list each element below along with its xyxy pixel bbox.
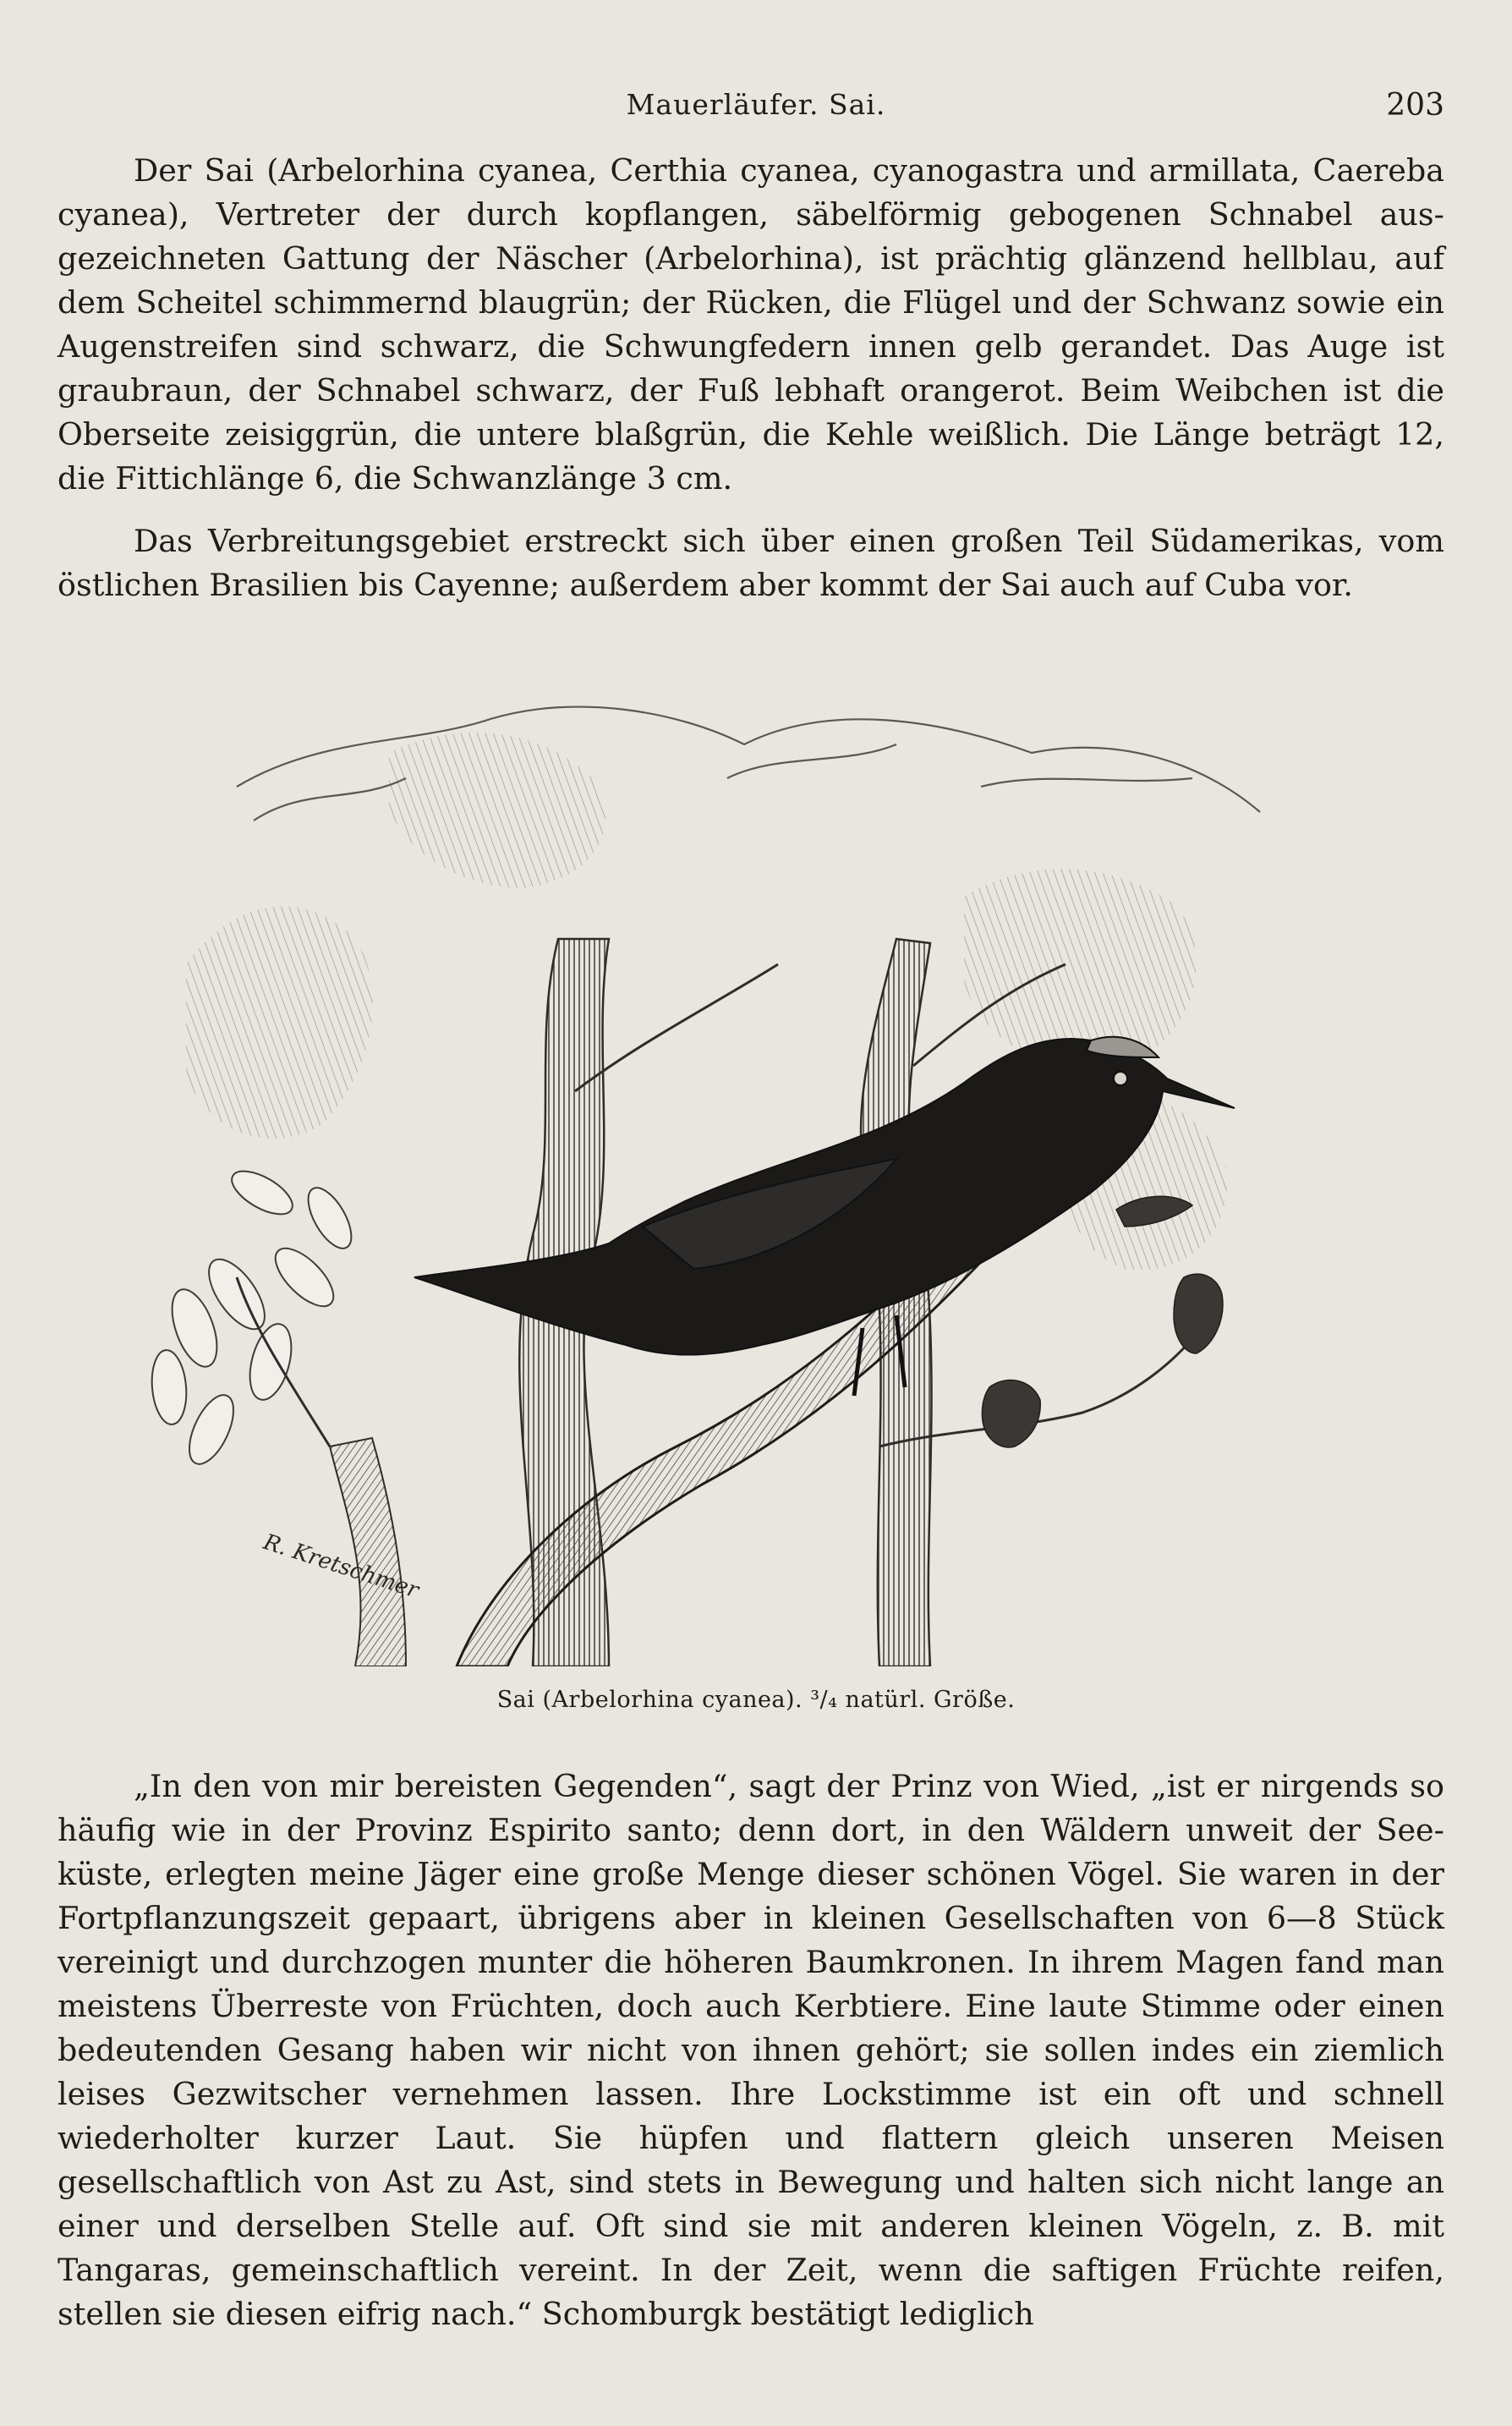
paragraph-description bbox=[58, 149, 1444, 501]
artist-signature: R. Kretschmer bbox=[260, 1529, 422, 1604]
paragraph: Der Sai (Arbelorhina cyanea, Certhia cyanea, cyanogastra und armillata, Caereba cyanea), Vertreter der durch kopflangen, säbelförmig gebogenen Schnabel ausgezeichneten Gattung der Näscher (Arbelorhina), ist prächtig glänzend hellblau, auf dem Scheitel schimmernd blaugrün; der Rücken, die Flügel und der Schwanz sowie ein Augenstreifen sind schwarz, die Schwungfedern innen gelb gerandet. Das Auge ist graubraun, der Schnabel schwarz, der Fuß lebhaft orangerot. Beim Weibchen ist die Oberseite zeisiggrün, die untere blaßgrün, die Kehle weißlich. Die Länge beträgt 12, die Fittichlänge 6, die Schwanzlänge 3 cm. bbox=[58, 152, 1444, 497]
bird-engraving bbox=[135, 685, 1378, 1666]
running-title: Mauerläufer. Sai. bbox=[626, 88, 886, 121]
paragraph-quote bbox=[58, 1765, 1444, 2336]
page-number: 203 bbox=[1386, 88, 1444, 123]
running-header bbox=[0, 88, 1512, 130]
engraving-illustration bbox=[135, 685, 1378, 1666]
paragraph: Das Verbreitungsgebiet erstreckt sich über einen großen Teil Südamerikas, vom östlichen Brasilien bis Cayenne; außerdem aber kommt der Sai auch auf Cuba vor. bbox=[58, 523, 1444, 603]
leaves-left bbox=[149, 1162, 359, 1470]
paragraph-distribution bbox=[58, 519, 1444, 607]
paragraph: „In den von mir bereisten Gegenden“, sagt der Prinz von Wied, „ist er nirgends so häufig wie in der Provinz Espirito santo; denn dort, in den Wäldern unweit der Seeküste, erlegten meine Jäger eine große Menge dieser schönen Vögel. Sie waren in der Fortpflanzungszeit gepaart, übrigens aber in kleinen Gesellschaften von 6—8 Stück vereinigt und durchzogen munter die höheren Baumkronen. In ihrem Magen fand man meistens Überreste von Früchten, doch auch Kerbtiere. Eine laute Stimme oder einen bedeutenden Gesang haben wir nicht von ihnen gehört; sie sollen indes ein ziemlich leises Gezwitscher vernehmen lassen. Ihre Lockstimme ist ein oft und schnell wiederholter kurzer Laut. Sie hüpfen und flattern gleich unseren Meisen gesellschaftlich von Ast zu Ast, sind stets in Bewegung und halten sich nicht lange an einer und derselben Stelle auf. Oft sind sie mit anderen kleinen Vögeln, z. B. mit Tangaras, gemeinschaftlich vereint. In der Zeit, wenn die saftigen Früchte reifen, stellen sie diesen eifrig nach.“ Schomburgk bestätigt lediglich bbox=[58, 1768, 1444, 2332]
figure-caption: Sai (Arbelorhina cyanea). ³/₄ natürl. Größe. bbox=[496, 1687, 1016, 1713]
